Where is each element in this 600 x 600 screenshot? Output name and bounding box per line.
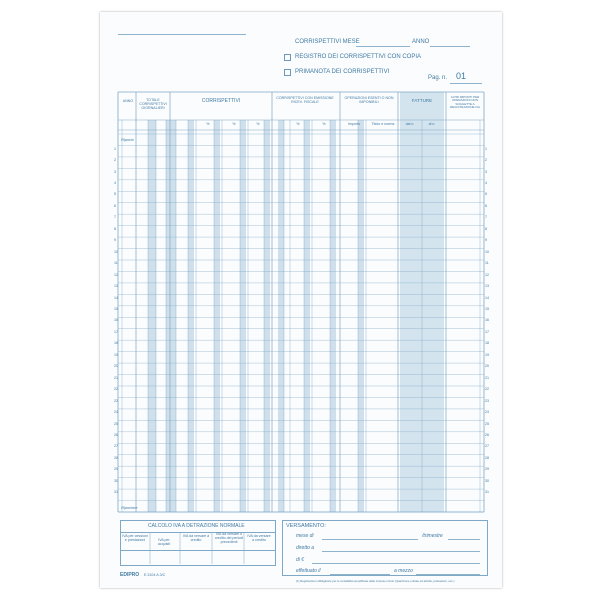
row-number: 11 [485, 261, 489, 266]
calc-col3: IVA da versare a credito [182, 534, 210, 542]
versamento-title: VERSAMENTO: [286, 523, 326, 529]
row-number: 27 [114, 444, 118, 449]
col-corrispettivi: CORRISPETTIVI [201, 98, 241, 104]
row-number: 1 [485, 146, 487, 151]
calc-title: CALCOLO IVA A DETRAZIONE NORMALE [148, 523, 245, 529]
row-number: 13 [114, 284, 118, 289]
sub-al: al n. [428, 122, 436, 126]
calc-col4: IVA da versare o credito dei periodi precedenti [214, 532, 244, 544]
col-altri: ALTRI IMPORTI PER OPERAZIONI NON SOGGETTE A REGISTRAZIONE IVA [450, 95, 480, 110]
page-number: 01 [456, 71, 467, 81]
riporto-label: Riporto [121, 137, 134, 142]
row-number: 20 [485, 364, 489, 369]
row-number: 6 [485, 203, 487, 208]
row-number: 16 [114, 318, 118, 323]
row-number: 22 [114, 387, 118, 392]
row-number: 4 [114, 181, 116, 186]
row-number: 24 [114, 410, 118, 415]
row-number: 19 [114, 352, 118, 357]
row-number: 10 [485, 249, 489, 254]
row-number: 4 [485, 181, 487, 186]
row-number: 23 [485, 398, 489, 403]
row-number: 30 [485, 478, 489, 483]
row-number: 14 [114, 295, 118, 300]
form-code: E.3104 A.3/C [144, 573, 166, 577]
riportare-label: Riportare [121, 505, 138, 510]
row-number: 31 [114, 490, 118, 495]
pct-2: % [232, 122, 236, 126]
row-number: 25 [114, 421, 118, 426]
col-emissione: CORRISPETTIVI CON EMISSIONE RICEV. FISCALE [276, 96, 334, 104]
row-number: 26 [485, 433, 489, 438]
row-number: 9 [485, 238, 487, 243]
row-number: 29 [114, 467, 118, 472]
row-number: 9 [114, 238, 116, 243]
option-primanota: PRIMANOTA DEI CORRISPETTIVI [295, 69, 390, 75]
calc-divider-2 [120, 550, 275, 551]
vers-importo-field[interactable] [312, 563, 480, 564]
vers-mezzo: a mezzo [394, 568, 413, 574]
row-number: 8 [114, 226, 116, 231]
calc-col1: IVA per cessioni e prestazioni [122, 534, 148, 542]
row-number: 19 [485, 352, 489, 357]
row-number: 21 [114, 375, 118, 380]
row-number: 18 [114, 341, 118, 346]
vers-diretto-field[interactable] [322, 551, 480, 552]
row-number: 15 [485, 307, 489, 312]
row-number: 24 [485, 410, 489, 415]
row-number: 14 [485, 295, 489, 300]
row-number: 10 [114, 249, 118, 254]
row-number: 8 [485, 226, 487, 231]
row-number: 25 [485, 421, 489, 426]
row-number: 6 [114, 203, 116, 208]
vers-mezzo-field[interactable] [416, 574, 480, 575]
row-number: 26 [114, 433, 118, 438]
row-number: 20 [114, 364, 118, 369]
col-fatture: FATTURE [411, 98, 433, 103]
calc-col5: IVA da versare a credito [247, 534, 271, 542]
vers-diretto: diretto a [296, 545, 315, 551]
page-label: Pag. n. [428, 75, 448, 81]
row-number: 29 [485, 467, 489, 472]
row-number: 12 [114, 272, 118, 277]
pct-5: % [322, 122, 326, 126]
vers-trimestre-field[interactable] [448, 539, 480, 540]
vers-effettuato: effettuato il [296, 568, 321, 574]
row-number: 27 [485, 444, 489, 449]
vers-mese-field[interactable] [322, 539, 418, 540]
row-number: 16 [485, 318, 489, 323]
row-number: 15 [114, 307, 118, 312]
row-number: 7 [114, 215, 116, 220]
row-number: 28 [114, 455, 118, 460]
year-label: ANNO [412, 39, 430, 45]
option-registro: REGISTRO DEI CORRISPETTIVI CON COPIA [295, 54, 422, 60]
row-number: 13 [485, 284, 489, 289]
row-number: 1 [114, 146, 116, 151]
col-totale: TOTALE CORRISPETTIVI GIORNALIERI [139, 98, 167, 110]
pct-4: % [296, 122, 300, 126]
col-operazioni: OPERAZIONI ESENTI O NON IMPONIBILI [344, 96, 394, 104]
row-number: 2 [114, 158, 116, 163]
calc-col2: IVA per acquisti [157, 538, 171, 546]
brand-logo: EDIPRO [120, 572, 140, 578]
row-number: 7 [485, 215, 487, 220]
row-number: 21 [485, 375, 489, 380]
pct-3: % [256, 122, 260, 126]
row-number: 2 [485, 158, 487, 163]
form-sheet [100, 12, 502, 588]
row-number: 17 [485, 329, 489, 334]
row-number: 3 [485, 169, 487, 174]
footer-note: (1) Registrazioni obbligatorie per le contabilità semplificate delle imprese minori (ripartizione entrate ed attività, professioni, ecc.) [296, 579, 455, 583]
vers-trimestre: /trimestre [422, 533, 443, 539]
row-number: 28 [485, 455, 489, 460]
vers-mese: mese di [296, 533, 314, 539]
pct-1: % [206, 122, 210, 126]
row-number: 3 [114, 169, 116, 174]
vers-importo: di € [296, 557, 305, 563]
col-anno: ANNO [122, 99, 134, 103]
row-number: 17 [114, 329, 118, 334]
calc-divider [120, 532, 275, 533]
sub-dal: dal n. [405, 122, 415, 126]
vers-effettuato-field[interactable] [330, 574, 390, 575]
row-number: 5 [114, 192, 116, 197]
sub-importo: Importo [347, 122, 361, 126]
row-number: 12 [485, 272, 489, 277]
row-number: 22 [485, 387, 489, 392]
row-number: 30 [114, 478, 118, 483]
row-number: 11 [114, 261, 118, 266]
row-number: 23 [114, 398, 118, 403]
row-number: 18 [485, 341, 489, 346]
row-number: 31 [485, 490, 489, 495]
sub-titolo: Titolo e norma [371, 122, 395, 126]
month-label: CORRISPETTIVI MESE [295, 39, 360, 45]
row-number: 5 [485, 192, 487, 197]
